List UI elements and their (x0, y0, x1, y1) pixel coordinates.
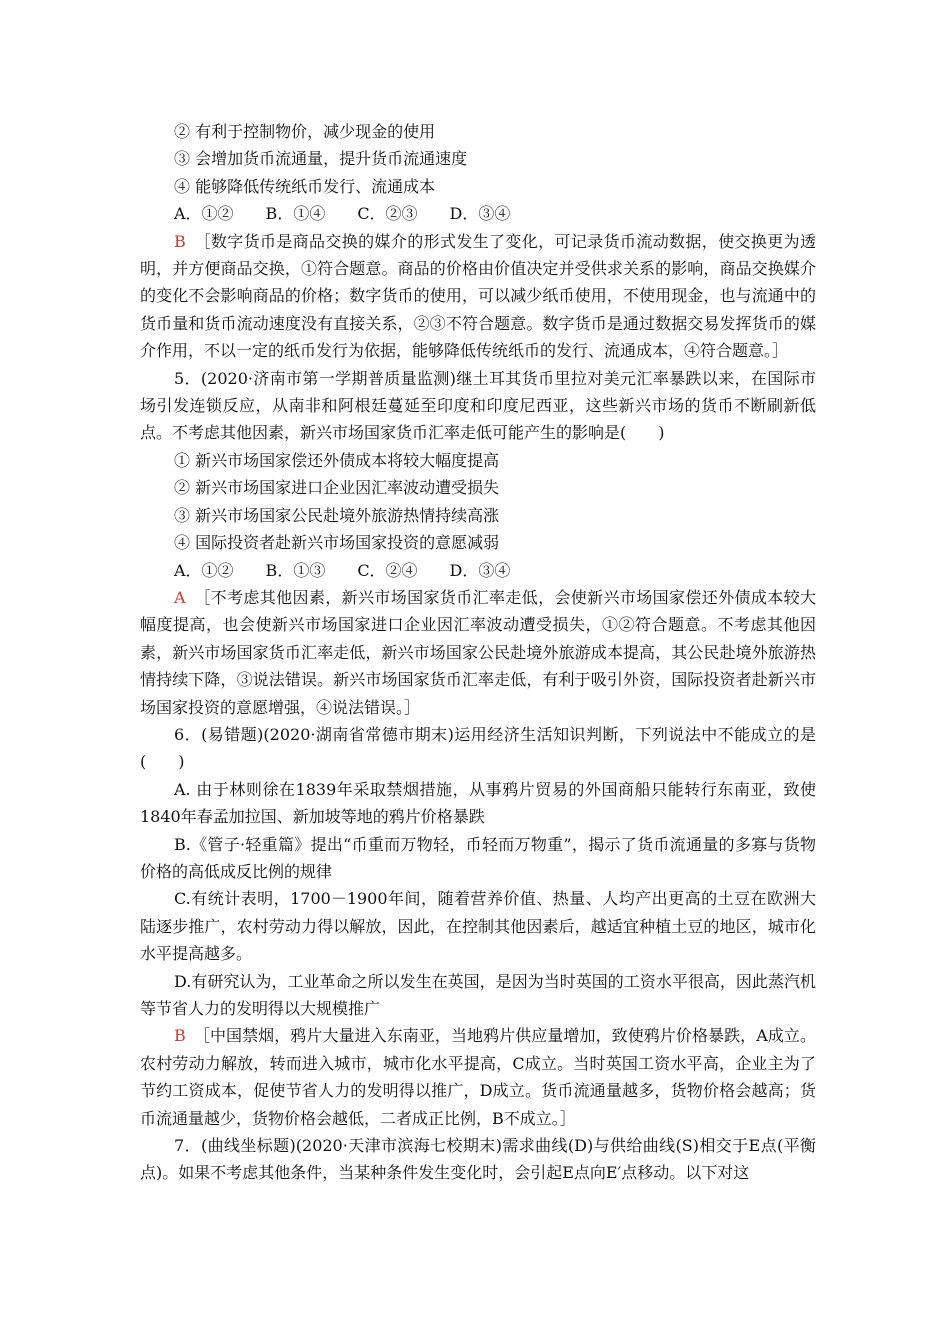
q5-option-3: ③ 新兴市场国家公民赴境外旅游热情持续高涨 (174, 505, 500, 525)
q6-answer-letter: B (174, 1026, 186, 1046)
document-page (140, 118, 816, 1187)
q5-answer-letter: A (174, 587, 186, 607)
q4-option-3: ③ 会增加货币流通量，提升货币流通速度 (174, 149, 468, 169)
q6-answer-explanation: ［中国禁烟，鸦片大量进入东南亚，当地鸦片供应量增加，致使鸦片价格暴跌，A成立。农村劳动力解放，转而进入城市，城市化水平提高，C成立。当时英国工资水平高，企业主为了节约工资成本，促使节省人力的发明得以推广，D成立。货币流通量越多，货物价格会越高；货币流通量越少，货物价格会越低，二者成正比例，B不成立。］ (140, 1026, 816, 1128)
q6-option-d: D.有研究认为，工业革命之所以发生在英国，是因为当时英国的工资水平很高，因此蒸汽机等节省人力的发明得以大规模推广 (140, 971, 816, 1018)
q5-option-2: ② 新兴市场国家进口企业因汇率波动遭受损失 (174, 478, 500, 498)
q4-option-4: ④ 能够降低传统纸币发行、流通成本 (174, 176, 436, 196)
q5-option-4: ④ 国际投资者赴新兴市场国家投资的意愿减弱 (174, 533, 500, 553)
q6-option-b: B.《管子·轻重篇》提出“币重而万物轻，币轻而万物重”，揭示了货币流通量的多寡与货物价格的高低成反比例的规律 (140, 834, 816, 881)
q4-answer-explanation: ［数字货币是商品交换的媒介的形式发生了变化，可记录货币流动数据，使交换更为透明，并方便商品交换，①符合题意。商品的价格由价值决定并受供求关系的影响，商品交换媒介的变化不会影响商品的价格；数字货币的使用，可以减少纸币使用，不使用现金，也与流通中的货币量和货币流动速度没有直接关系，②③不符合题意。数字货币是通过数据交易发挥货币的媒介作用，不以一定的纸币发行为依据，能够降低传统纸币的发行、流通成本，④符合题意。］ (140, 231, 816, 361)
q4-choices: A．①② B．①④ C．②③ D．③④ (174, 204, 511, 224)
q6-option-a: A. 由于林则徐在1839年采取禁烟措施，从事鸦片贸易的外国商船只能转行东南亚，致使1840年春孟加拉国、新加坡等地的鸦片价格暴跌 (140, 779, 816, 827)
q5-answer-explanation: ［不考虑其他因素，新兴市场国家货币汇率走低，会使新兴市场国家偿还外债成本较大幅度提高，也会使新兴市场国家进口企业因汇率波动遭受损失，①②符合题意。不考虑其他因素，新兴市场国家货币汇率走低，新兴市场国家公民赴境外旅游成本提高，其公民赴境外旅游热情持续下降，③说法错误。新兴市场国家货币汇率走低，有利于吸引外资，国际投资者赴新兴市场国家投资的意愿增强，④说法错误。］ (140, 587, 816, 717)
q5-stem: 5．(2020·济南市第一学期普质量监测)继土耳其货币里拉对美元汇率暴跌以来，在国际市场引发连锁反应，从南非和阿根廷蔓延至印度和印度尼西亚，这些新兴市场的货币不断刷新低点。不考虑其他因素，新兴市场国家货币汇率走低可能产生的影响是( ) (140, 368, 816, 443)
q5-choices: A．①② B．①③ C．②④ D．③④ (174, 560, 511, 580)
q4-answer-letter: B (174, 231, 186, 251)
q5-option-1: ① 新兴市场国家偿还外债成本将较大幅度提高 (174, 450, 500, 470)
q5-answer (140, 584, 816, 721)
q4-answer (140, 228, 816, 365)
q6-answer (140, 1022, 816, 1132)
q6-stem: 6．(易错题)(2020·湖南省常德市期末)运用经济生活知识判断，下列说法中不能成立的是( ) (140, 724, 816, 772)
q4-option-2: ② 有利于控制物价，减少现金的使用 (174, 122, 436, 141)
q7-stem: 7．(曲线坐标题)(2020·天津市滨海七校期末)需求曲线(D)与供给曲线(S)相交于E点(平衡点)。如果不考虑其他条件，当某种条件发生变化时，会引起E点向E′点移动。以下对这 (140, 1136, 816, 1183)
q6-option-c: C.有统计表明，1700－1900年间，随着营养价值、热量、人均产出更高的土豆在欧洲大陆逐步推广，农村劳动力得以解放，因此，在控制其他因素后，越适宜种植土豆的地区，城市化水平提高越多。 (140, 889, 816, 964)
